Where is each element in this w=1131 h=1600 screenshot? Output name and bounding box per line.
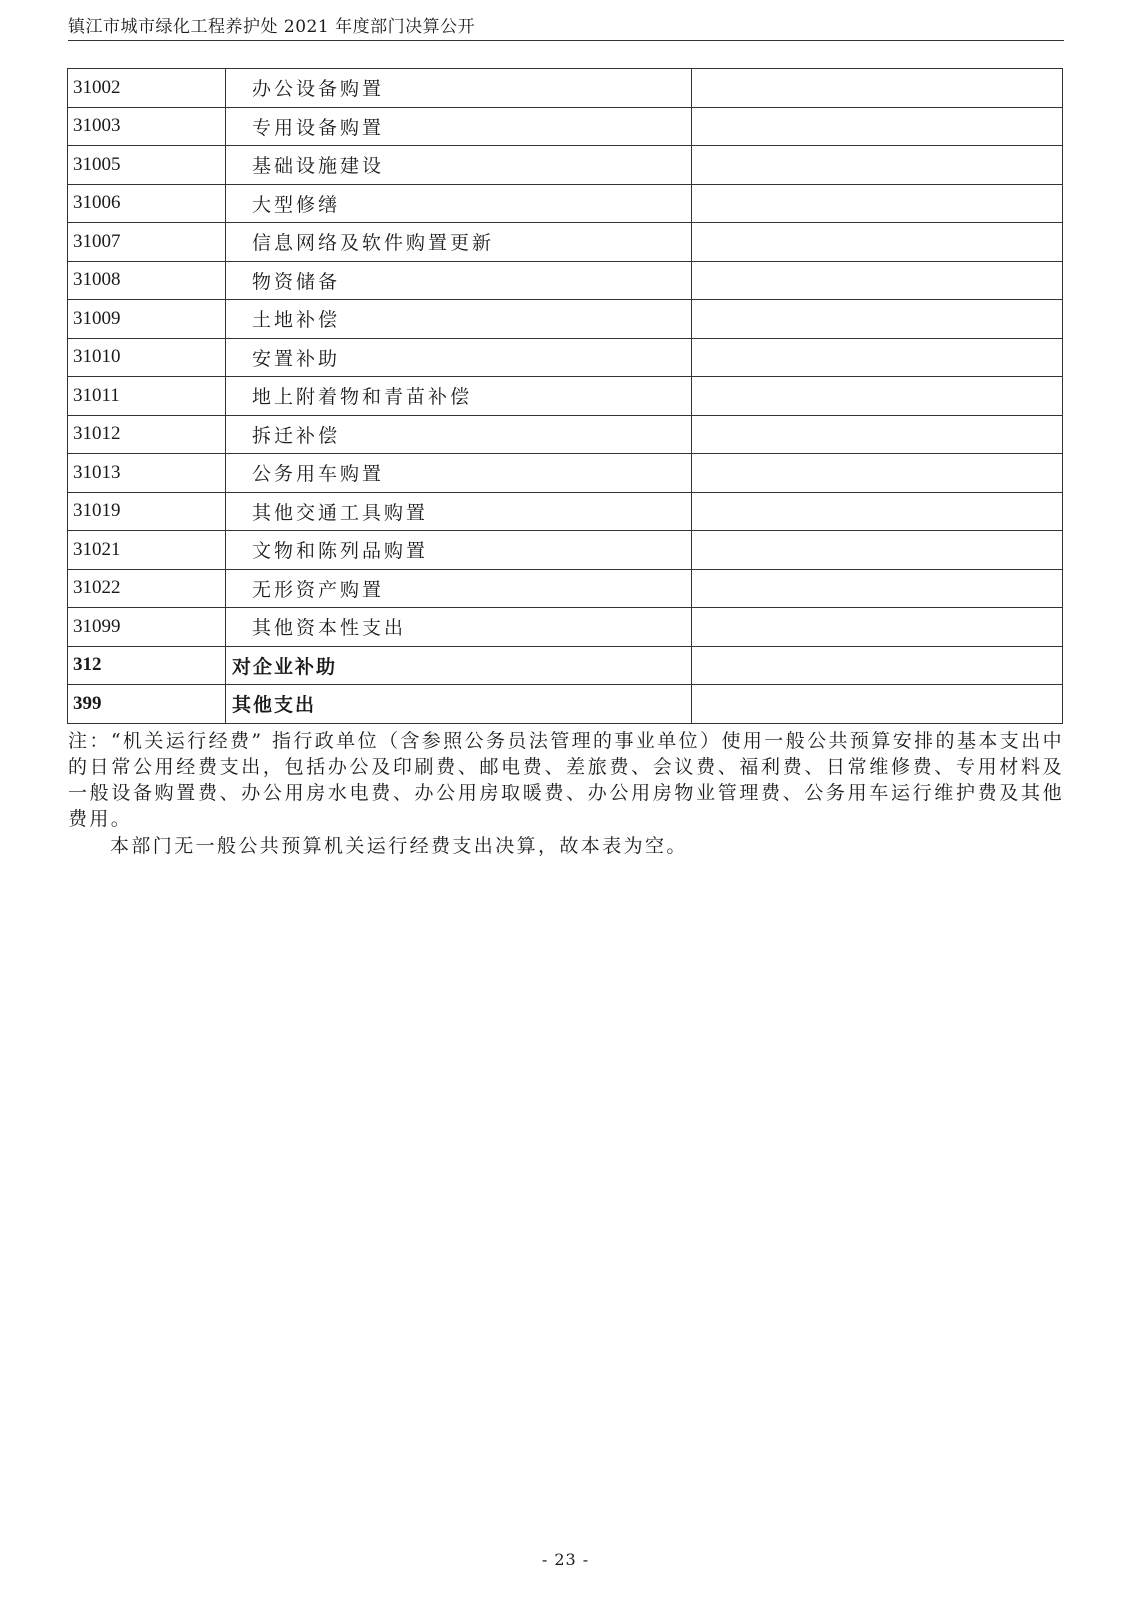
table-row: [68, 107, 1063, 146]
table-row: [68, 569, 1063, 608]
row-amount: [692, 261, 1063, 300]
table-row: [68, 377, 1063, 416]
row-amount: [692, 300, 1063, 339]
row-name: [226, 608, 692, 647]
document-header: 镇江市城市绿化工程养护处 2021 年度部门决算公开: [68, 14, 1064, 41]
row-code: 31012: [68, 415, 226, 454]
table-row: [68, 492, 1063, 531]
row-name: [226, 69, 692, 108]
row-amount: [692, 569, 1063, 608]
row-name-text: 基础设施建设: [252, 155, 385, 178]
row-amount: [692, 223, 1063, 262]
row-name: [226, 685, 692, 724]
row-name-text: 办公设备购置: [252, 78, 385, 101]
row-name-text: 其他支出: [232, 694, 317, 717]
row-name-text: 专用设备购置: [252, 116, 385, 139]
table-note: 注：“机关运行经费” 指行政单位（含参照公务员法管理的事业单位）使用一般公共预算安排的基本支出中的日常公用经费支出，包括办公及印刷费、邮电费、差旅费、会议费、福利费、日常维修费、专用材料及一般设备购置费、办公用房水电费、办公用房取暖费、办公用房物业管理费、公务用车运行维护费及其他费用。: [68, 730, 1064, 830]
row-code: 31021: [68, 531, 226, 570]
row-name: [226, 338, 692, 377]
row-code: 31011: [68, 377, 226, 416]
row-amount: [692, 415, 1063, 454]
row-name-text: 其他交通工具购置: [252, 501, 429, 524]
row-name: [226, 300, 692, 339]
table-row: [68, 69, 1063, 108]
row-name-text: 对企业补助: [232, 655, 338, 678]
row-code: 31099: [68, 608, 226, 647]
row-code: 31010: [68, 338, 226, 377]
row-name-text: 土地补偿: [252, 309, 341, 332]
row-amount: [692, 685, 1063, 724]
table-row: [68, 261, 1063, 300]
table-row: [68, 223, 1063, 262]
table-row: [68, 300, 1063, 339]
row-name: [226, 531, 692, 570]
row-name: [226, 146, 692, 185]
expenditure-table: [67, 68, 1063, 724]
table-row: [68, 146, 1063, 185]
row-amount: [692, 69, 1063, 108]
table-row: [68, 415, 1063, 454]
row-code: 31008: [68, 261, 226, 300]
row-name-text: 地上附着物和青苗补偿: [252, 386, 473, 409]
row-name: [226, 377, 692, 416]
row-code: 31007: [68, 223, 226, 262]
row-name-text: 其他资本性支出: [252, 617, 407, 640]
row-code: 31019: [68, 492, 226, 531]
row-name-text: 物资储备: [252, 270, 341, 293]
row-name-text: 文物和陈列品购置: [252, 540, 429, 563]
row-name: [226, 107, 692, 146]
row-amount: [692, 377, 1063, 416]
row-code: 31009: [68, 300, 226, 339]
row-name-text: 拆迁补偿: [252, 424, 341, 447]
table-row-category: [68, 646, 1063, 685]
row-name: [226, 492, 692, 531]
row-name: [226, 223, 692, 262]
row-name-text: 信息网络及软件购置更新: [252, 232, 495, 255]
row-amount: [692, 492, 1063, 531]
expenditure-table-body: [68, 69, 1063, 724]
row-code: 31002: [68, 69, 226, 108]
empty-table-statement: 本部门无一般公共预算机关运行经费支出决算，故本表为空。: [110, 835, 688, 857]
table-row-category: [68, 685, 1063, 724]
table-row: [68, 184, 1063, 223]
row-amount: [692, 608, 1063, 647]
row-name: [226, 454, 692, 493]
row-name: [226, 415, 692, 454]
row-amount: [692, 107, 1063, 146]
row-code: 399: [68, 685, 226, 724]
row-code: 31003: [68, 107, 226, 146]
table-row: [68, 338, 1063, 377]
row-name: [226, 569, 692, 608]
row-amount: [692, 338, 1063, 377]
row-amount: [692, 531, 1063, 570]
table-row: [68, 608, 1063, 647]
page-number: - 23 -: [541, 1550, 590, 1569]
row-code: 31022: [68, 569, 226, 608]
row-code: 31006: [68, 184, 226, 223]
row-name-text: 大型修缮: [252, 193, 341, 216]
row-code: 31005: [68, 146, 226, 185]
row-code: 31013: [68, 454, 226, 493]
row-code: 312: [68, 646, 226, 685]
row-name-text: 无形资产购置: [252, 578, 385, 601]
table-row: [68, 454, 1063, 493]
row-name-text: 安置补助: [252, 347, 341, 370]
row-name: [226, 646, 692, 685]
table-row: [68, 531, 1063, 570]
row-amount: [692, 646, 1063, 685]
row-amount: [692, 184, 1063, 223]
row-name: [226, 261, 692, 300]
row-amount: [692, 454, 1063, 493]
row-name: [226, 184, 692, 223]
row-amount: [692, 146, 1063, 185]
row-name-text: 公务用车购置: [252, 463, 385, 486]
